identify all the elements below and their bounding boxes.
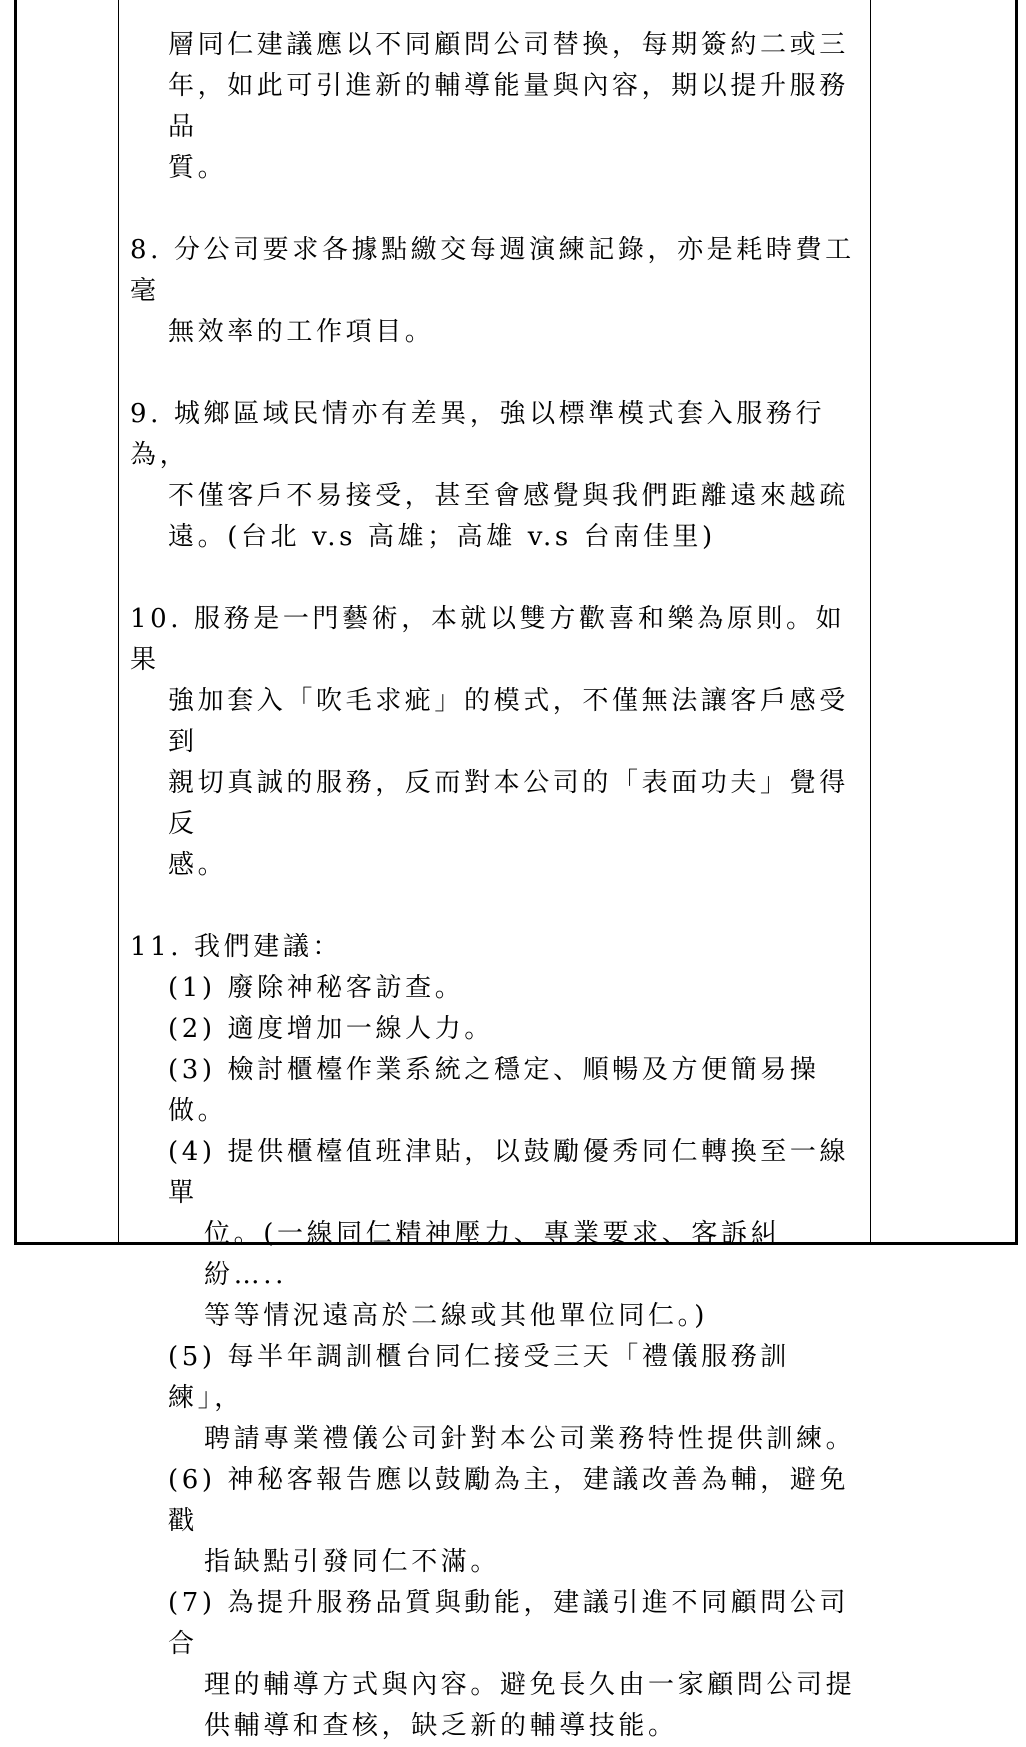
text-line: 理的輔導方式與內容。避免長久由一家顧問公司提 (204, 1670, 856, 1700)
column-divider-right (870, 0, 871, 1242)
text-line: 10. 服務是一門藝術，本就以雙方歡喜和樂為原則。如果 (130, 604, 846, 675)
suggestion-4 (130, 1132, 862, 1337)
suggestion-1 (130, 968, 862, 1009)
item-9 (130, 394, 862, 558)
item-11-heading: 11. 我們建議： (130, 932, 343, 962)
text-line: 供輔導和查核，缺乏新的輔導技能。 (204, 1711, 678, 1741)
item-10 (130, 599, 862, 886)
text-line: 等等情況遠高於二線或其他單位同仁。) (204, 1301, 708, 1331)
text-line: 層同仁建議應以不同顧問公司替換，每期簽約二或三 (168, 30, 849, 60)
text-line: 8. 分公司要求各據點繳交每週演練記錄，亦是耗時費工毫 (130, 235, 855, 306)
text-line: (3) 檢討櫃檯作業系統之穩定、順暢及方便簡易操做。 (168, 1055, 820, 1126)
table-content-cell (130, 25, 862, 1747)
text-line: 質。 (168, 153, 228, 183)
text-line: 聘請專業禮儀公司針對本公司業務特性提供訓練。 (204, 1424, 856, 1454)
suggestion-7 (130, 1583, 862, 1747)
item-8 (130, 230, 862, 353)
text-line: 年，如此可引進新的輔導能量與內容，期以提升服務品 (168, 71, 849, 142)
suggestion-2 (130, 1009, 862, 1050)
suggestion-6 (130, 1460, 862, 1583)
text-line: (5) 每半年調訓櫃台同仁接受三天「禮儀服務訓練」， (168, 1342, 790, 1413)
text-line: (2) 適度增加一線人力。 (168, 1014, 494, 1044)
text-line: (1) 廢除神秘客訪查。 (168, 973, 465, 1003)
suggestion-3 (130, 1050, 862, 1132)
text-line: 不僅客戶不易接受，甚至會感覺與我們距離遠來越疏 (168, 481, 849, 511)
text-line: (7) 為提升服務品質與動能，建議引進不同顧問公司合 (168, 1588, 850, 1659)
text-line: 位。(一線同仁精神壓力、專業要求、客訴糾紛….. (204, 1219, 781, 1290)
text-line: 9. 城鄉區域民情亦有差異，強以標準模式套入服務行為， (130, 399, 826, 470)
text-line: 無效率的工作項目。 (168, 317, 435, 347)
item-11 (130, 927, 862, 1747)
suggestion-5 (130, 1337, 862, 1460)
text-line: 指缺點引發同仁不滿。 (204, 1547, 501, 1577)
text-line: 感。 (168, 850, 228, 880)
column-divider-left (118, 0, 119, 1242)
text-line: (4) 提供櫃檯值班津貼，以鼓勵優秀同仁轉換至一線單 (168, 1137, 850, 1208)
text-line: 親切真誠的服務，反而對本公司的「表面功夫」覺得反 (168, 768, 849, 839)
item-7-continuation (130, 25, 862, 189)
text-line: (6) 神秘客報告應以鼓勵為主，建議改善為輔，避免戳 (168, 1465, 850, 1536)
text-line: 強加套入「吹毛求疵」的模式，不僅無法讓客戶感受到 (168, 686, 849, 757)
text-line: 遠。(台北 v.s 高雄；高雄 v.s 台南佳里) (168, 522, 716, 552)
